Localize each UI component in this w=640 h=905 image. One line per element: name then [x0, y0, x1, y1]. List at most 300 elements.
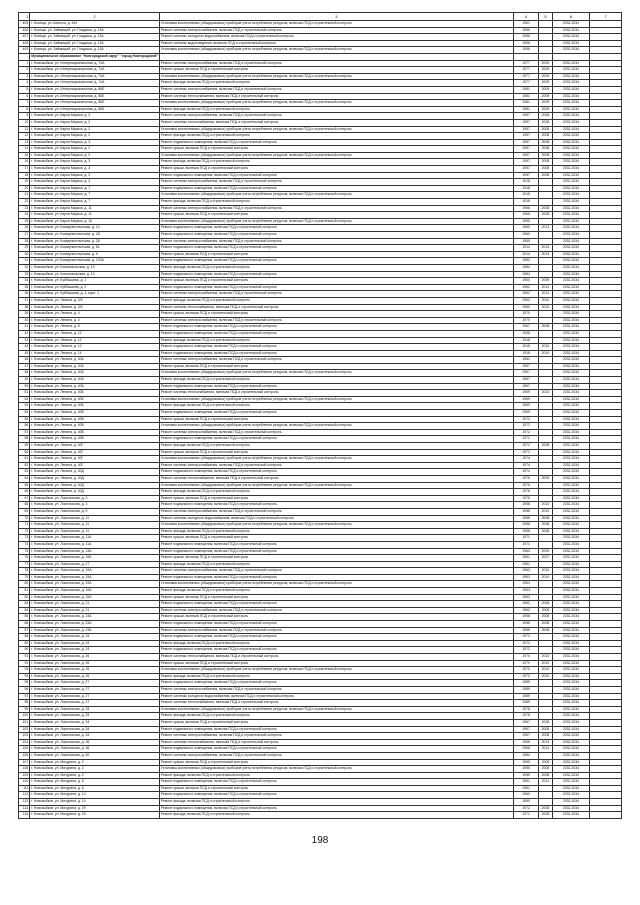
- extra-cell: [590, 541, 622, 548]
- address-cell: г. Новозыбков, ул. Ломоносова, д. 27: [30, 680, 160, 687]
- row-number-cell: 62: [19, 462, 30, 469]
- year-built-cell: 1967: [513, 726, 539, 733]
- table-row: [19, 311, 622, 318]
- row-number-cell: 37: [19, 297, 30, 304]
- extra-cell: [590, 436, 622, 443]
- extra-cell: [590, 416, 622, 423]
- year-built-cell: 1957: [513, 159, 539, 166]
- extra-cell: [590, 396, 622, 403]
- row-number-cell: 92: [19, 660, 30, 667]
- address-cell: г. Новозыбков, ул. Куйбышева, д. 1: [30, 278, 160, 285]
- period-cell: 2032-2034: [552, 621, 590, 628]
- period-cell: 2032-2034: [552, 383, 590, 390]
- extra-cell: [590, 680, 622, 687]
- year-built-cell: 1938: [513, 330, 539, 337]
- flag-cell: [539, 594, 552, 601]
- year-built-cell: 1957: [513, 146, 539, 153]
- year-built-cell: 1960: [513, 232, 539, 239]
- work-type-cell: Ремонт системы теплоснабжения, включая ПСД и строительный контроль: [159, 93, 513, 100]
- table-row: [19, 719, 622, 726]
- flag-cell: 2007: [539, 555, 552, 562]
- table-row: [19, 456, 622, 463]
- work-type-cell: Ремонт подвального помещения, включая ПСД и строительный контроль: [159, 410, 513, 417]
- row-number-cell: 84: [19, 607, 30, 614]
- address-cell: г. Новозыбков, ул. Ленина, д. 14: [30, 350, 160, 357]
- address-cell: г. Новозыбков, ул. Ломоносова, д. 33: [30, 713, 160, 720]
- flag-cell: 2013: [539, 739, 552, 746]
- flag-cell: 2008: [539, 601, 552, 608]
- flag-cell: 2008: [539, 726, 552, 733]
- period-cell: 2032-2034: [552, 350, 590, 357]
- row-number-cell: 41: [19, 324, 30, 331]
- flag-cell: [539, 489, 552, 496]
- table-row: [19, 159, 622, 166]
- row-number-cell: 409: [19, 47, 30, 54]
- extra-cell: [590, 146, 622, 153]
- extra-cell: [590, 113, 622, 120]
- period-cell: 2032-2034: [552, 192, 590, 199]
- extra-cell: [590, 93, 622, 100]
- period-cell: 2032-2034: [552, 344, 590, 351]
- address-cell: г. Новозыбков, ул. Мичурина, д. 14: [30, 792, 160, 799]
- work-type-cell: Ремонт подвального помещения, включая ПСД и строительный контроль: [159, 805, 513, 812]
- year-built-cell: 1977: [513, 80, 539, 87]
- extra-cell: [590, 719, 622, 726]
- table-row: [19, 27, 622, 34]
- flag-cell: [539, 383, 552, 390]
- row-number-cell: 57: [19, 429, 30, 436]
- year-built-cell: 1961: [513, 785, 539, 792]
- address-cell: г. Клинцы, ул. Займищей, ул. Гладыша, д. 13А: [30, 34, 160, 41]
- year-built-cell: 1970: [513, 311, 539, 318]
- row-number-cell: 31: [19, 258, 30, 265]
- table-row: [19, 482, 622, 489]
- table-row: [19, 344, 622, 351]
- extra-cell: [590, 370, 622, 377]
- table-row: [19, 548, 622, 555]
- table-row: [19, 436, 622, 443]
- period-cell: 2032-2034: [552, 423, 590, 430]
- table-row: [19, 779, 622, 786]
- period-cell: 2032-2034: [552, 522, 590, 529]
- address-cell: г. Новозыбков, ул. Ломоносова, д. 23А: [30, 627, 160, 634]
- flag-cell: 2008: [539, 113, 552, 120]
- address-cell: г. Новозыбков, ул. Ленина, д. 40В: [30, 416, 160, 423]
- year-built-cell: 1961: [513, 357, 539, 364]
- address-cell: г. Новозыбков, ул. Ленина, д. 40В: [30, 410, 160, 417]
- work-type-cell: Ремонт крыши, включая ПСД и строительный контроль: [159, 594, 513, 601]
- table-row: [19, 594, 622, 601]
- address-cell: г. Новозыбков, ул. Ломоносова, д. 19А: [30, 568, 160, 575]
- year-built-cell: 1970: [513, 660, 539, 667]
- period-cell: 2032-2034: [552, 370, 590, 377]
- flag-cell: [539, 785, 552, 792]
- year-built-cell: 1957: [513, 133, 539, 140]
- period-cell: 2032-2034: [552, 475, 590, 482]
- period-cell: 2032-2034: [552, 363, 590, 370]
- table-row: [19, 607, 622, 614]
- address-cell: г. Новозыбков, ул. Ломоносова, д. 23А: [30, 621, 160, 628]
- extra-cell: [590, 528, 622, 535]
- extra-cell: [590, 159, 622, 166]
- extra-cell: [590, 654, 622, 661]
- work-type-cell: Ремонт подвального помещения, включая ПСД и строительный контроль: [159, 726, 513, 733]
- year-built-cell: 1967: [513, 370, 539, 377]
- extra-cell: [590, 324, 622, 331]
- year-built-cell: 1984: [513, 264, 539, 271]
- period-cell: 2032-2034: [552, 588, 590, 595]
- table-row: [19, 172, 622, 179]
- period-cell: 2032-2034: [552, 785, 590, 792]
- address-cell: г. Новозыбков, ул. Карла Маркса, д. 2: [30, 146, 160, 153]
- year-built-cell: 1977: [513, 73, 539, 80]
- year-built-cell: 1960: [513, 225, 539, 232]
- year-built-cell: 1963: [513, 568, 539, 575]
- work-type-cell: Ремонт фасада, включая ПСД и строительный контроль: [159, 264, 513, 271]
- year-built-cell: 1976: [513, 489, 539, 496]
- extra-cell: [590, 713, 622, 720]
- extra-cell: [590, 100, 622, 107]
- address-cell: г. Новозыбков, ул. Ленина, д. 40Г: [30, 462, 160, 469]
- address-cell: г. Новозыбков, ул. Интернациональная, д. 74А: [30, 67, 160, 74]
- table-row: [19, 805, 622, 812]
- row-number-cell: 43: [19, 337, 30, 344]
- year-built-cell: 1971: [513, 541, 539, 548]
- work-type-cell: Ремонт крыши, включая ПСД и строительный контроль: [159, 719, 513, 726]
- year-built-cell: 1918: [513, 185, 539, 192]
- table-row: [19, 686, 622, 693]
- flag-cell: 2009: [539, 278, 552, 285]
- address-cell: г. Новозыбков, ул. Карла Маркса, д. 2: [30, 152, 160, 159]
- table-row: [19, 667, 622, 674]
- extra-cell: [590, 475, 622, 482]
- table-row: [19, 199, 622, 206]
- work-type-cell: Ремонт фасада, включая ПСД и строительный контроль: [159, 199, 513, 206]
- flag-cell: 2009: [539, 60, 552, 67]
- work-type-cell: Ремонт подвального помещения, включая ПСД и строительный контроль: [159, 245, 513, 252]
- year-built-cell: 1970: [513, 654, 539, 661]
- work-type-cell: Установка коллективных (общедомовых) приборов учета потребления ресурсов, включая ПСД и строительный контроль: [159, 423, 513, 430]
- table-row: [19, 739, 622, 746]
- work-type-cell: Ремонт подвального помещения, включая ПСД и строительный контроль: [159, 792, 513, 799]
- row-number-cell: 44: [19, 344, 30, 351]
- year-built-cell: 1969: [513, 410, 539, 417]
- address-cell: г. Новозыбков, ул. Ломоносова, д. 36: [30, 739, 160, 746]
- row-number-cell: 53: [19, 403, 30, 410]
- address-cell: г. Новозыбков, ул. Ломоносова, д. 40: [30, 752, 160, 759]
- year-built-cell: 1956: [513, 40, 539, 47]
- address-cell: г. Новозыбков, ул. Ленина, д. 12: [30, 337, 160, 344]
- year-built-cell: 1955: [513, 766, 539, 773]
- flag-cell: 2010: [539, 344, 552, 351]
- extra-cell: [590, 443, 622, 450]
- row-number-cell: 97: [19, 693, 30, 700]
- address-cell: г. Новозыбков, ул. Ленина, д. 2/6: [30, 297, 160, 304]
- work-type-cell: Ремонт крыши, включая ПСД и строительный контроль: [159, 660, 513, 667]
- period-cell: 2032-2034: [552, 812, 590, 819]
- table-row: [19, 568, 622, 575]
- row-number-cell: 18: [19, 172, 30, 179]
- address-cell: г. Новозыбков, ул. Ломоносова, д. 3: [30, 502, 160, 509]
- period-cell: 2032-2034: [552, 396, 590, 403]
- flag-cell: 2009: [539, 93, 552, 100]
- table-row: [19, 73, 622, 80]
- year-built-cell: 1914: [513, 245, 539, 252]
- year-built-cell: 1974: [513, 469, 539, 476]
- table-row: [19, 258, 622, 265]
- flag-cell: [539, 423, 552, 430]
- period-cell: 2032-2034: [552, 766, 590, 773]
- flag-cell: [539, 416, 552, 423]
- extra-cell: [590, 555, 622, 562]
- extra-cell: [590, 752, 622, 759]
- row-number-cell: 27: [19, 232, 30, 239]
- work-type-cell: Ремонт крыши, включая ПСД и строительный контроль: [159, 785, 513, 792]
- extra-cell: [590, 40, 622, 47]
- address-cell: г. Новозыбков, ул. Ломоносова, д. 27: [30, 700, 160, 707]
- table-row: [19, 713, 622, 720]
- period-cell: 2032-2034: [552, 100, 590, 107]
- work-type-cell: Ремонт системы электроснабжения, включая ПСД и строительный контроль: [159, 508, 513, 515]
- period-cell: 2032-2034: [552, 654, 590, 661]
- year-built-cell: 1914: [513, 251, 539, 258]
- flag-cell: 2014: [539, 291, 552, 298]
- year-built-cell: 1918: [513, 199, 539, 206]
- period-cell: 2032-2034: [552, 614, 590, 621]
- address-cell: г. Новозыбков, ул. Карла Маркса, д. 11: [30, 205, 160, 212]
- extra-cell: [590, 251, 622, 258]
- extra-cell: [590, 779, 622, 786]
- row-number-cell: 89: [19, 640, 30, 647]
- year-built-cell: 1978: [513, 706, 539, 713]
- flag-cell: 2008: [539, 205, 552, 212]
- flag-cell: [539, 199, 552, 206]
- period-cell: 2032-2034: [552, 449, 590, 456]
- row-number-cell: 3: [19, 73, 30, 80]
- work-type-cell: Ремонт подвального помещения, включая ПСД и строительный контроль: [159, 746, 513, 753]
- period-cell: 2032-2034: [552, 390, 590, 397]
- flag-cell: 2008: [539, 172, 552, 179]
- table-row: [19, 100, 622, 107]
- work-type-cell: Ремонт крыши, включая ПСД и строительный контроль: [159, 278, 513, 285]
- work-type-cell: Ремонт подвального помещения, включая ПСД и строительный контроль: [159, 139, 513, 146]
- flag-cell: 2008: [539, 146, 552, 153]
- year-built-cell: 1963: [513, 588, 539, 595]
- row-number-cell: 82: [19, 594, 30, 601]
- row-number-cell: 99: [19, 706, 30, 713]
- period-cell: 2032-2034: [552, 680, 590, 687]
- table-row: [19, 113, 622, 120]
- period-cell: 2032-2034: [552, 34, 590, 41]
- year-built-cell: 1955: [513, 218, 539, 225]
- flag-cell: [539, 47, 552, 54]
- year-built-cell: 1967: [513, 363, 539, 370]
- period-cell: 2032-2034: [552, 80, 590, 87]
- column-header-1: 1: [19, 13, 30, 21]
- work-type-cell: Ремонт системы теплоснабжения, включая ПСД и строительный контроль: [159, 654, 513, 661]
- row-number-cell: 64: [19, 475, 30, 482]
- extra-cell: [590, 238, 622, 245]
- address-cell: г. Новозыбков, ул. Ломоносова, д. 19А: [30, 581, 160, 588]
- year-built-cell: 1962: [513, 607, 539, 614]
- address-cell: г. Новозыбков, ул. Ленина, д. 8: [30, 324, 160, 331]
- row-number-cell: 86: [19, 621, 30, 628]
- work-type-cell: Установка коллективных (общедомовых) приборов учета потребления ресурсов, включая ПСД и строительный контроль: [159, 396, 513, 403]
- year-built-cell: 1970: [513, 673, 539, 680]
- extra-cell: [590, 80, 622, 87]
- table-row: [19, 245, 622, 252]
- row-number-cell: 20: [19, 185, 30, 192]
- column-header-5: 5: [539, 13, 552, 21]
- table-row: [19, 746, 622, 753]
- address-cell: г. Новозыбков, ул. Ломоносова, д. 13А: [30, 548, 160, 555]
- extra-cell: [590, 390, 622, 397]
- flag-cell: 2013: [539, 245, 552, 252]
- work-type-cell: Установка коллективных (общедомовых) приборов учета потребления ресурсов, включая ПСД и строительный контроль: [159, 667, 513, 674]
- extra-cell: [590, 192, 622, 199]
- flag-cell: [539, 363, 552, 370]
- extra-cell: [590, 317, 622, 324]
- extra-cell: [590, 166, 622, 173]
- extra-cell: [590, 344, 622, 351]
- work-type-cell: Ремонт системы электроснабжения, включая ПСД и строительный контроль: [159, 429, 513, 436]
- row-number-cell: 85: [19, 614, 30, 621]
- period-cell: 2032-2034: [552, 535, 590, 542]
- period-cell: 2032-2034: [552, 792, 590, 799]
- row-number-cell: 66: [19, 489, 30, 496]
- period-cell: 2032-2034: [552, 508, 590, 515]
- row-number-cell: 105: [19, 746, 30, 753]
- table-row: [19, 60, 622, 67]
- flag-cell: [539, 377, 552, 384]
- work-type-cell: Установка коллективных (общедомовых) приборов учета потребления ресурсов, включая ПСД и строительный контроль: [159, 706, 513, 713]
- period-cell: 2032-2034: [552, 410, 590, 417]
- flag-cell: 2010: [539, 390, 552, 397]
- row-number-cell: 112: [19, 792, 30, 799]
- table-row: [19, 350, 622, 357]
- address-cell: г. Новозыбков, ул. Ломоносова, д. 11: [30, 528, 160, 535]
- period-cell: 2032-2034: [552, 416, 590, 423]
- year-built-cell: 1958: [513, 508, 539, 515]
- extra-cell: [590, 357, 622, 364]
- table-row: [19, 297, 622, 304]
- extra-cell: [590, 621, 622, 628]
- flag-cell: 2010: [539, 673, 552, 680]
- table-row: [19, 53, 622, 60]
- address-cell: г. Новозыбков, ул. Ломоносова, д. 24: [30, 634, 160, 641]
- address-cell: г. Новозыбков, ул. Ломоносова, д. 11А: [30, 535, 160, 542]
- work-type-cell: Ремонт системы электроснабжения, включая ПСД и строительный контроль: [159, 238, 513, 245]
- address-cell: г. Клинцы, ул. Займищей, ул. Гладыша, д. 13А: [30, 47, 160, 54]
- flag-cell: [539, 700, 552, 707]
- work-type-cell: Установка коллективных (общедомовых) приборов учета потребления ресурсов, включая ПСД и строительный контроль: [159, 73, 513, 80]
- work-type-cell: Установка коллективных (общедомовых) приборов учета потребления ресурсов, включая ПСД и строительный контроль: [159, 522, 513, 529]
- period-cell: 2032-2034: [552, 311, 590, 318]
- extra-cell: [590, 581, 622, 588]
- address-cell: г. Новозыбков, ул. Ломоносова, д. 26: [30, 667, 160, 674]
- address-cell: г. Новозыбков, ул. Карла Маркса, д. 2: [30, 113, 160, 120]
- extra-cell: [590, 594, 622, 601]
- extra-cell: [590, 126, 622, 133]
- row-number-cell: 80: [19, 581, 30, 588]
- period-cell: 2032-2034: [552, 719, 590, 726]
- period-cell: 2032-2034: [552, 429, 590, 436]
- table-row: [19, 179, 622, 186]
- address-cell: г. Новозыбков, ул. Ленина, д. 40В: [30, 436, 160, 443]
- work-type-cell: Ремонт подвального помещения, включая ПСД и строительный контроль: [159, 232, 513, 239]
- table-row: [19, 40, 622, 47]
- extra-cell: [590, 515, 622, 522]
- period-cell: 2032-2034: [552, 166, 590, 173]
- year-built-cell: 1989: [513, 680, 539, 687]
- table-row: [19, 284, 622, 291]
- year-built-cell: 1989: [513, 700, 539, 707]
- work-type-cell: Ремонт подвального помещения, включая ПСД и строительный контроль: [159, 383, 513, 390]
- row-number-cell: 50: [19, 383, 30, 390]
- address-cell: г. Новозыбков, ул. Куйбышева, д. 2: [30, 284, 160, 291]
- flag-cell: 2009: [539, 106, 552, 113]
- extra-cell: [590, 73, 622, 80]
- row-number-cell: 36: [19, 291, 30, 298]
- work-type-cell: Ремонт подвального помещения, включая ПСД и строительный контроль: [159, 225, 513, 232]
- flag-cell: [539, 370, 552, 377]
- row-number-cell: 16: [19, 159, 30, 166]
- row-number-cell: 4: [19, 80, 30, 87]
- table-row: [19, 502, 622, 509]
- extra-cell: [590, 673, 622, 680]
- work-type-cell: Установка коллективных (общедомовых) приборов учета потребления ресурсов, включая ПСД и строительный контроль: [159, 192, 513, 199]
- period-cell: 2032-2034: [552, 40, 590, 47]
- work-type-cell: Ремонт фасада, включая ПСД и строительный контроль: [159, 772, 513, 779]
- address-cell: г. Новозыбков, ул. Мичурина, д. 29: [30, 812, 160, 819]
- table-row: [19, 792, 622, 799]
- table-row: [19, 383, 622, 390]
- table-row: [19, 330, 622, 337]
- address-cell: г. Новозыбков, ул. Карла Маркса, д. 3: [30, 159, 160, 166]
- row-number-cell: 22: [19, 199, 30, 206]
- address-cell: г. Новозыбков, ул. Ленина, д. 40Г: [30, 456, 160, 463]
- year-built-cell: 1977: [513, 60, 539, 67]
- row-number-cell: 71: [19, 522, 30, 529]
- row-number-cell: 95: [19, 680, 30, 687]
- row-number-cell: 91: [19, 654, 30, 661]
- year-built-cell: 1960: [513, 297, 539, 304]
- period-cell: 2032-2034: [552, 660, 590, 667]
- period-cell: 2032-2034: [552, 601, 590, 608]
- work-type-cell: Ремонт крыши, включая ПСД и строительный контроль: [159, 251, 513, 258]
- extra-cell: [590, 264, 622, 271]
- flag-cell: 2009: [539, 86, 552, 93]
- row-number-cell: 42: [19, 330, 30, 337]
- flag-cell: [539, 317, 552, 324]
- work-type-cell: Установка коллективных (общедомовых) приборов учета потребления ресурсов, включая ПСД и строительный контроль: [159, 581, 513, 588]
- table-row: [19, 185, 622, 192]
- extra-cell: [590, 746, 622, 753]
- period-cell: 2032-2034: [552, 218, 590, 225]
- address-cell: г. Новозыбков, ул. Ломоносова, д. 17: [30, 561, 160, 568]
- year-built-cell: 1958: [513, 515, 539, 522]
- flag-cell: [539, 21, 552, 28]
- address-cell: г. Новозыбков, ул. Ломоносова, д. 34: [30, 733, 160, 740]
- address-cell: г. Новозыбков, ул. Интернациональная, д. 86Б: [30, 86, 160, 93]
- year-built-cell: 1981: [513, 100, 539, 107]
- period-cell: 2032-2034: [552, 443, 590, 450]
- row-number-cell: 65: [19, 482, 30, 489]
- row-number-cell: 104: [19, 739, 30, 746]
- row-number-cell: 72: [19, 528, 30, 535]
- period-cell: 2032-2034: [552, 548, 590, 555]
- address-cell: г. Новозыбков, ул. Ломоносова, д. 26: [30, 654, 160, 661]
